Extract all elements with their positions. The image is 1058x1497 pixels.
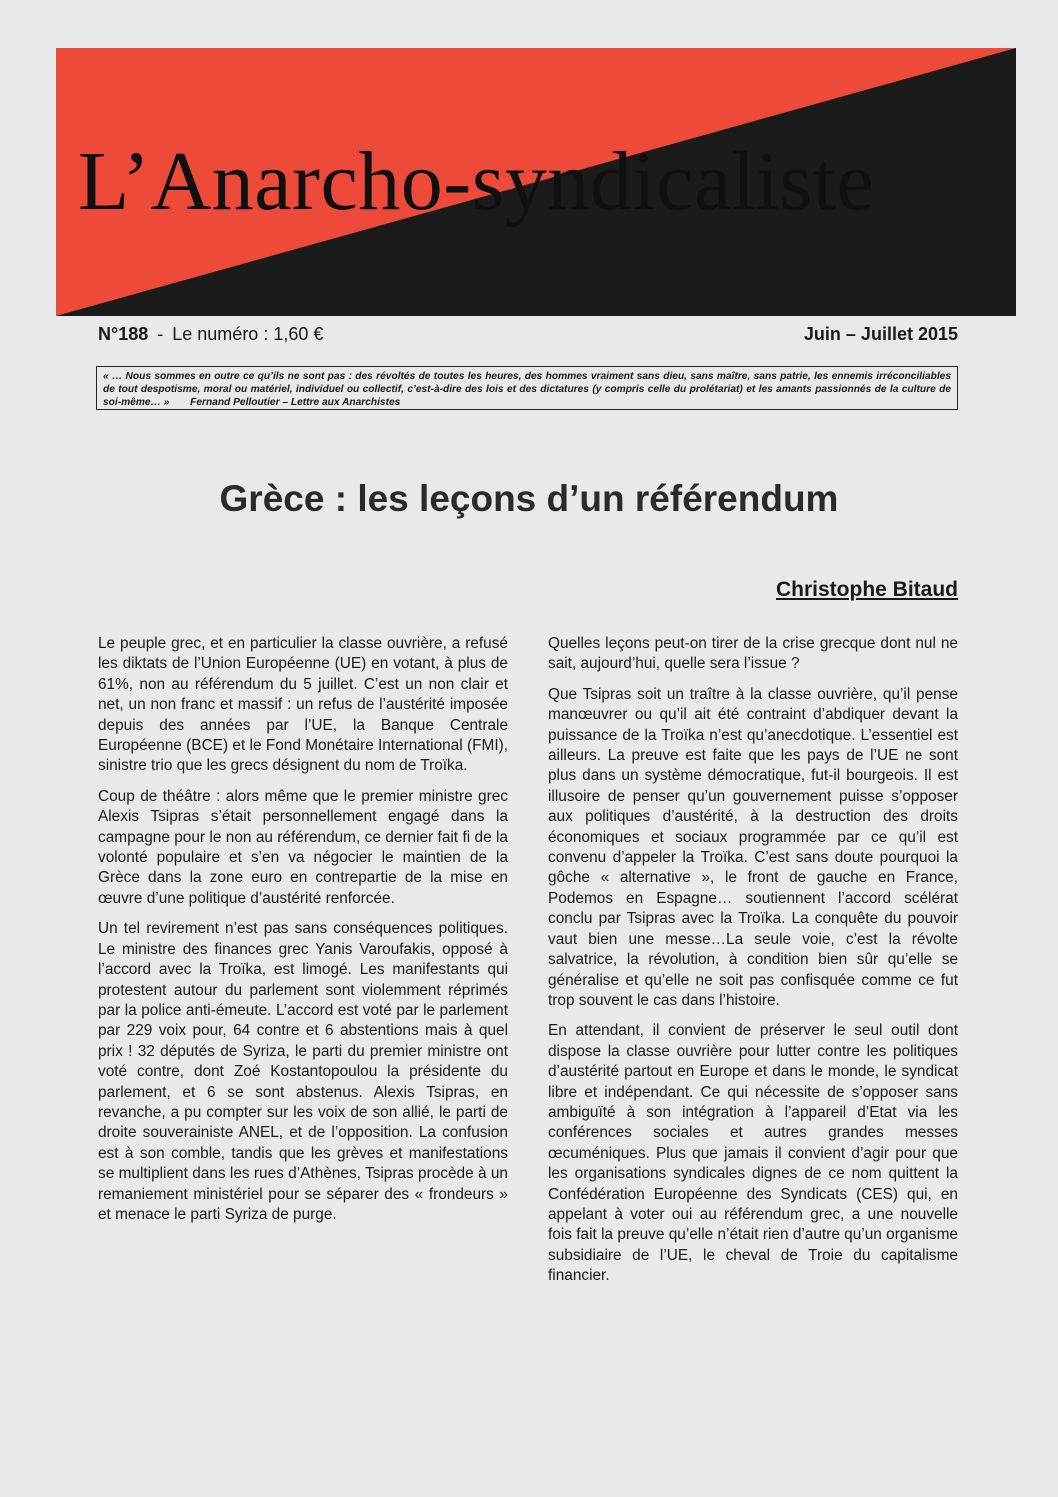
epigraph-text: « … Nous sommes en outre ce qu’ils ne sont pas : des révoltés de toutes les heures, des hommes vraiment sans dieu, sans maître, sans patrie, les ennemis irréconciliables de tout despotisme, moral ou matériel, individuel ou collectif, c’est-à-dire des lois et des dictatures (y compris celle du prolétariat) et les amants passionnés de la culture de soi-même… » [103, 371, 951, 408]
article-author: Christophe Bitaud [776, 578, 958, 601]
paragraph: Un tel revirement n’est pas sans conséquences politiques. Le ministre des finances grec Yanis Varoufakis, opposé à l’accord avec la Troïka, est limogé. Les manifestants qui protestent autour du parlement sont violemment réprimés par la police anti-émeute. L’accord est voté par le parlement par 229 voix pour, 64 contre et 6 abstentions mais à quel prix ! 32 députés de Syriza, le parti du premier ministre ont voté contre, dont Zoé Kostantopoulou la présidente du parlement, et 6 se sont abstenus. Alexis Tsipras, en revanche, a pu compter sur les voix de son allié, le parti de droite souverainiste ANEL, et de l’opposition. La confusion est à son comble, tandis que les grèves et manifestations se multiplient dans les rues d’Athènes, Tsipras procède à un remaniement ministériel pour se séparer des « frondeurs » et menace le parti Syriza de purge. [98, 920, 508, 1223]
issue-price: Le numéro : 1,60 € [172, 324, 324, 344]
issue-date: Juin – Juillet 2015 [803, 324, 958, 344]
paragraph: Que Tsipras soit un traître à la classe ouvrière, qu’il pense manœuvrer ou qu’il ait été contraint d’abdiquer devant la puissance de la Troïka n’est qu’anecdotique. L’essentiel est ailleurs. La preuve est faite que les pays de l’UE ne sont plus dans un système démocratique, fut-il bourgeois. Il est illusoire de penser qu’un gouvernement puisse s’opposer aux politiques d’austérité, à la destruction des droits économiques et sociaux programmée par ce qu’il est convenu d’appeler la Troïka. C’est sans doute pourquoi la gôche « alternative », le front de gauche en France, Podemos en Espagne… soutiennent l’accord scélérat conclu par Tsipras avec la Troïka. La conquête du pouvoir vaut bien une messe…La seule voie, c’est la révolte salvatrice, la révolution, à condition bien sûr qu’elle se généralise et qu’elle ne soit pas confisquée comme ce fut trop souvent le cas dans l’histoire. [548, 685, 958, 1009]
article-headline: Grèce : les leçons d’un référendum [219, 478, 839, 519]
paragraph: Quelles leçons peut-on tirer de la crise grecque dont nul ne sait, aujourd’hui, quelle sera l’issue ? [548, 635, 958, 673]
epigraph-source: Fernand Pelloutier – Lettre aux Anarchistes [190, 397, 401, 408]
article-column-left [98, 634, 508, 1235]
paragraph: Coup de théâtre : alors même que le premier ministre grec Alexis Tsipras s’était personnellement engagé dans la campagne pour le non au référendum, ce dernier fait fi de la volonté populaire et s’en va négocier le maintien de la Grèce dans la zone euro en contrepartie de la mise en œuvre d’une politique d’austérité renforcée. [98, 787, 508, 907]
newspaper-title: L’Anarcho-syndicaliste [78, 135, 875, 228]
issue-number: N°188 [98, 324, 149, 344]
epigraph-box [96, 366, 958, 410]
paragraph: Le peuple grec, et en particulier la classe ouvrière, a refusé les diktats de l’Union Européenne (UE) en votant, à plus de 61%, non au référendum du 5 juillet. C’est un non clair et net, un non franc et massif : un refus de l’austérité imposée depuis des années par l’UE, la Banque Centrale Européenne (BCE) et le Fond Monétaire International (FMI), sinistre trio que les grecs désignent du nom de Troïka. [98, 635, 508, 775]
paragraph: En attendant, il convient de préserver le seul outil dont dispose la classe ouvrière pour lutter contre les politiques d’austérité partout en Europe et dans le monde, le syndicat libre et indépendant. Ce qui nécessite de s’opposer sans ambiguïté à son intégration à l’appareil d’Etat via les conférences sociales et autres grandes messes œcuméniques. Plus que jamais il convient d’agir pour que les organisations syndicales dignes de ce nom quittent la Confédération Européenne des Syndicats (CES) qui, en appelant à voter oui au référendum grec, a une nouvelle fois fait la preuve qu’elle n’était rien d’autre qu’un organisme subsidiaire de l’UE, le cheval de Troie du capitalisme financier. [548, 1022, 958, 1285]
masthead [56, 48, 1016, 316]
article-column-right [548, 634, 958, 1297]
issue-info [98, 324, 323, 345]
issue-separator: - [157, 324, 164, 344]
